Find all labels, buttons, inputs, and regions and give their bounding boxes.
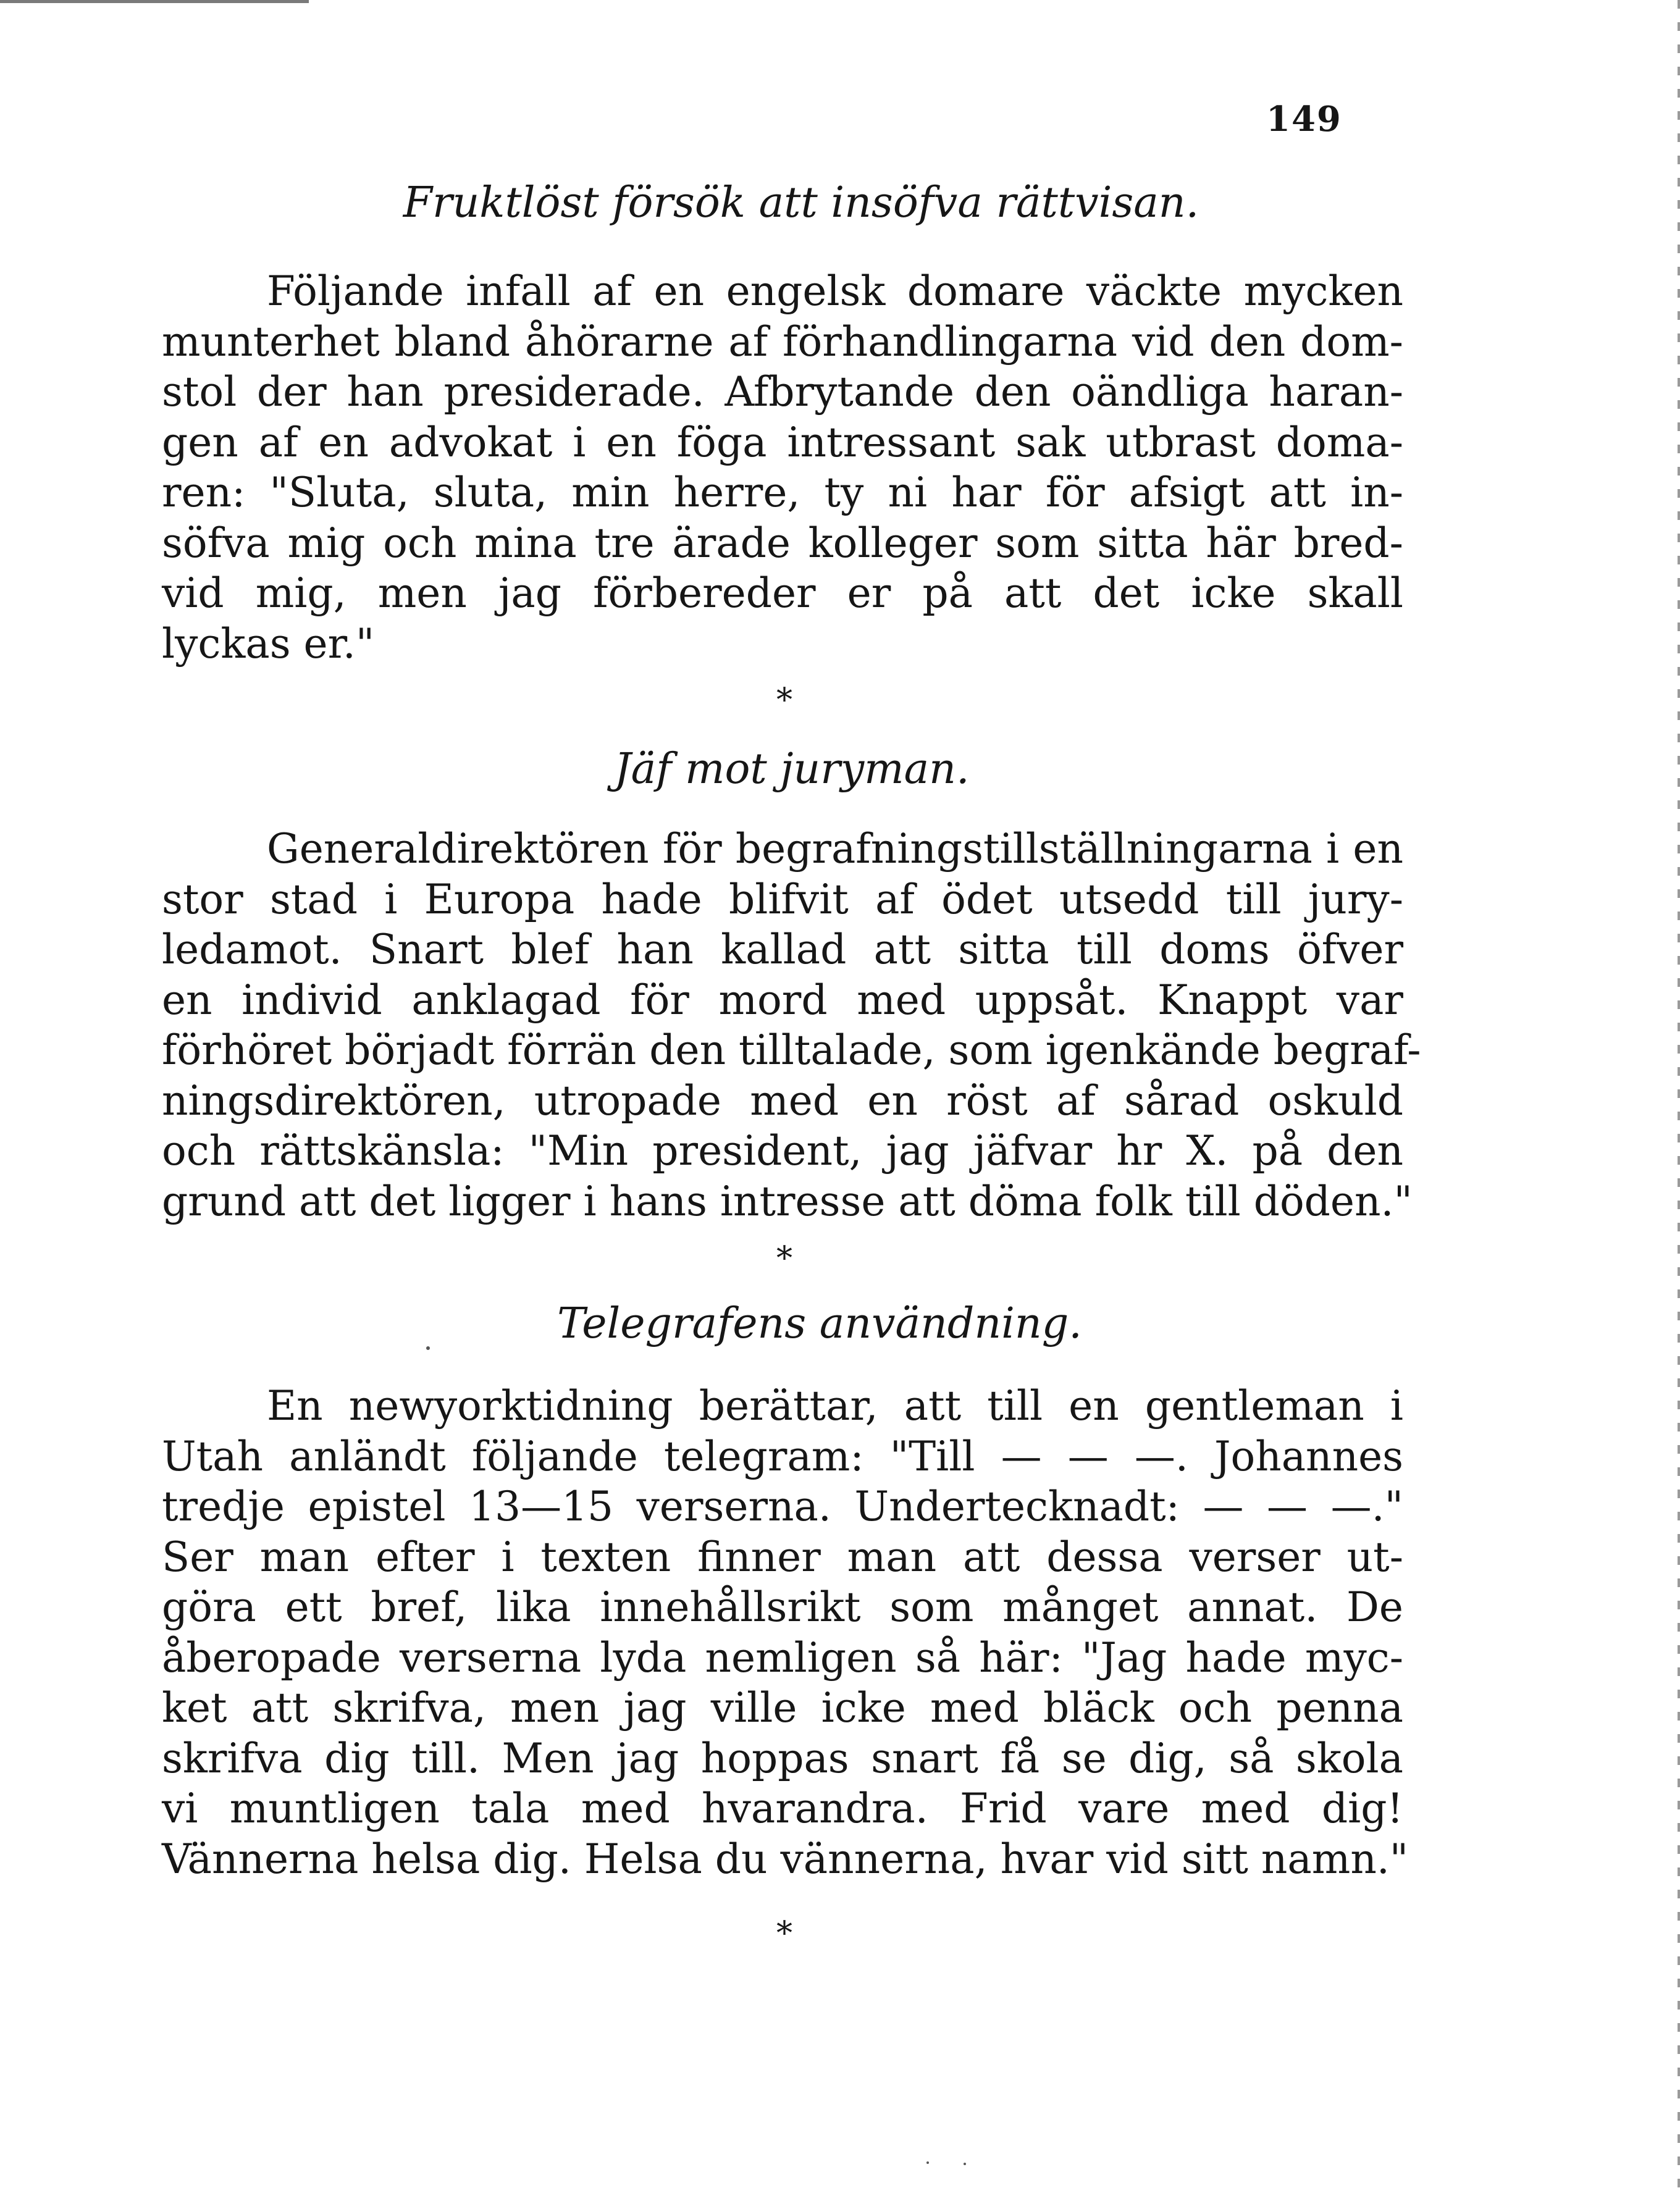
text-line: söfva mig och mina tre ärade kolleger som sitta här bred- bbox=[162, 519, 1403, 567]
section-heading: Jäf mot juryman. bbox=[614, 745, 970, 794]
section-fruktlost-forsok bbox=[162, 178, 1403, 669]
text-line: tredje epistel 13—15 verserna. Undertecknadt: — — —." bbox=[162, 1483, 1403, 1530]
text-line: ket att skrifva, men jag ville icke med bläck och penna bbox=[162, 1684, 1403, 1732]
scan-border-top bbox=[0, 0, 309, 3]
page-number: 149 bbox=[1266, 99, 1342, 140]
text-line: Ser man efter i texten finner man att dessa verser ut- bbox=[162, 1533, 1403, 1581]
text-line: göra ett bref, lika innehållsrikt som månget annat. De bbox=[162, 1583, 1403, 1631]
text-line: stor stad i Europa hade blifvit af ödet utsedd till jury- bbox=[162, 875, 1403, 923]
text-line: ren: "Sluta, sluta, min herre, ty ni har för afsigt att in- bbox=[162, 469, 1403, 516]
section-paragraph bbox=[162, 1381, 1409, 1884]
section-separator-asterisk: * bbox=[776, 682, 792, 719]
section-jaf-mot-juryman bbox=[162, 745, 1421, 1226]
text-line: Vännerna helsa dig. Helsa du vännerna, hvar vid sitt namn." bbox=[162, 1835, 1409, 1883]
section-separator-asterisk: * bbox=[776, 1915, 792, 1952]
text-line: ledamot. Snart blef han kallad att sitta till doms öfver bbox=[162, 926, 1403, 973]
section-heading: Telegrafens användning. bbox=[557, 1299, 1082, 1348]
section-heading: Fruktlöst försök att insöfva rättvisan. bbox=[403, 178, 1199, 227]
text-line: ningsdirektören, utropade med en röst af sårad oskuld bbox=[162, 1076, 1403, 1125]
text-line: skrifva dig till. Men jag hoppas snart få se dig, så skola bbox=[162, 1734, 1403, 1782]
text-line: vid mig, men jag förbereder er på att det icke skall bbox=[162, 569, 1403, 617]
section-paragraph bbox=[162, 824, 1421, 1226]
text-line: vi muntligen tala med hvarandra. Frid vare med dig! bbox=[162, 1785, 1403, 1832]
scan-border-right bbox=[1678, 0, 1680, 2188]
text-line: Följande infall af en engelsk domare väckte mycken bbox=[267, 267, 1403, 315]
text-line: Generaldirektören för begrafningstillställningarna i en bbox=[267, 825, 1403, 873]
text-line: En newyorktidning berättar, att till en gentleman i bbox=[267, 1382, 1403, 1430]
text-line: stol der han presiderade. Afbrytande den oändliga haran- bbox=[162, 368, 1403, 416]
scan-speck bbox=[964, 2163, 966, 2165]
text-line: och rättskänsla: "Min president, jag jäfvar hr X. på den bbox=[162, 1127, 1403, 1175]
text-line: lyckas er." bbox=[162, 619, 375, 668]
scan-speck bbox=[926, 2161, 929, 2164]
text-line: åberopade verserna lyda nemligen så här: "Jag hade myc- bbox=[162, 1633, 1403, 1682]
text-line: grund att det ligger i hans intresse att döma folk till döden." bbox=[162, 1177, 1413, 1225]
text-line: Utah anländt följande telegram: "Till — — —. Johannes bbox=[162, 1432, 1403, 1480]
section-paragraph bbox=[162, 266, 1403, 669]
text-line: gen af en advokat i en föga intressant sak utbrast doma- bbox=[162, 418, 1403, 466]
text-line: munterhet bland åhörarne af förhandlingarna vid den dom- bbox=[162, 317, 1403, 366]
text-line: en individ anklagad för mord med uppsåt. Knappt var bbox=[162, 976, 1403, 1024]
scan-speck bbox=[426, 1346, 430, 1350]
text-line: förhöret börjadt förrän den tilltalade, som igenkände begraf- bbox=[162, 1026, 1421, 1074]
section-telegrafens-anvandning bbox=[162, 1299, 1409, 1884]
section-separator-asterisk: * bbox=[776, 1240, 792, 1277]
